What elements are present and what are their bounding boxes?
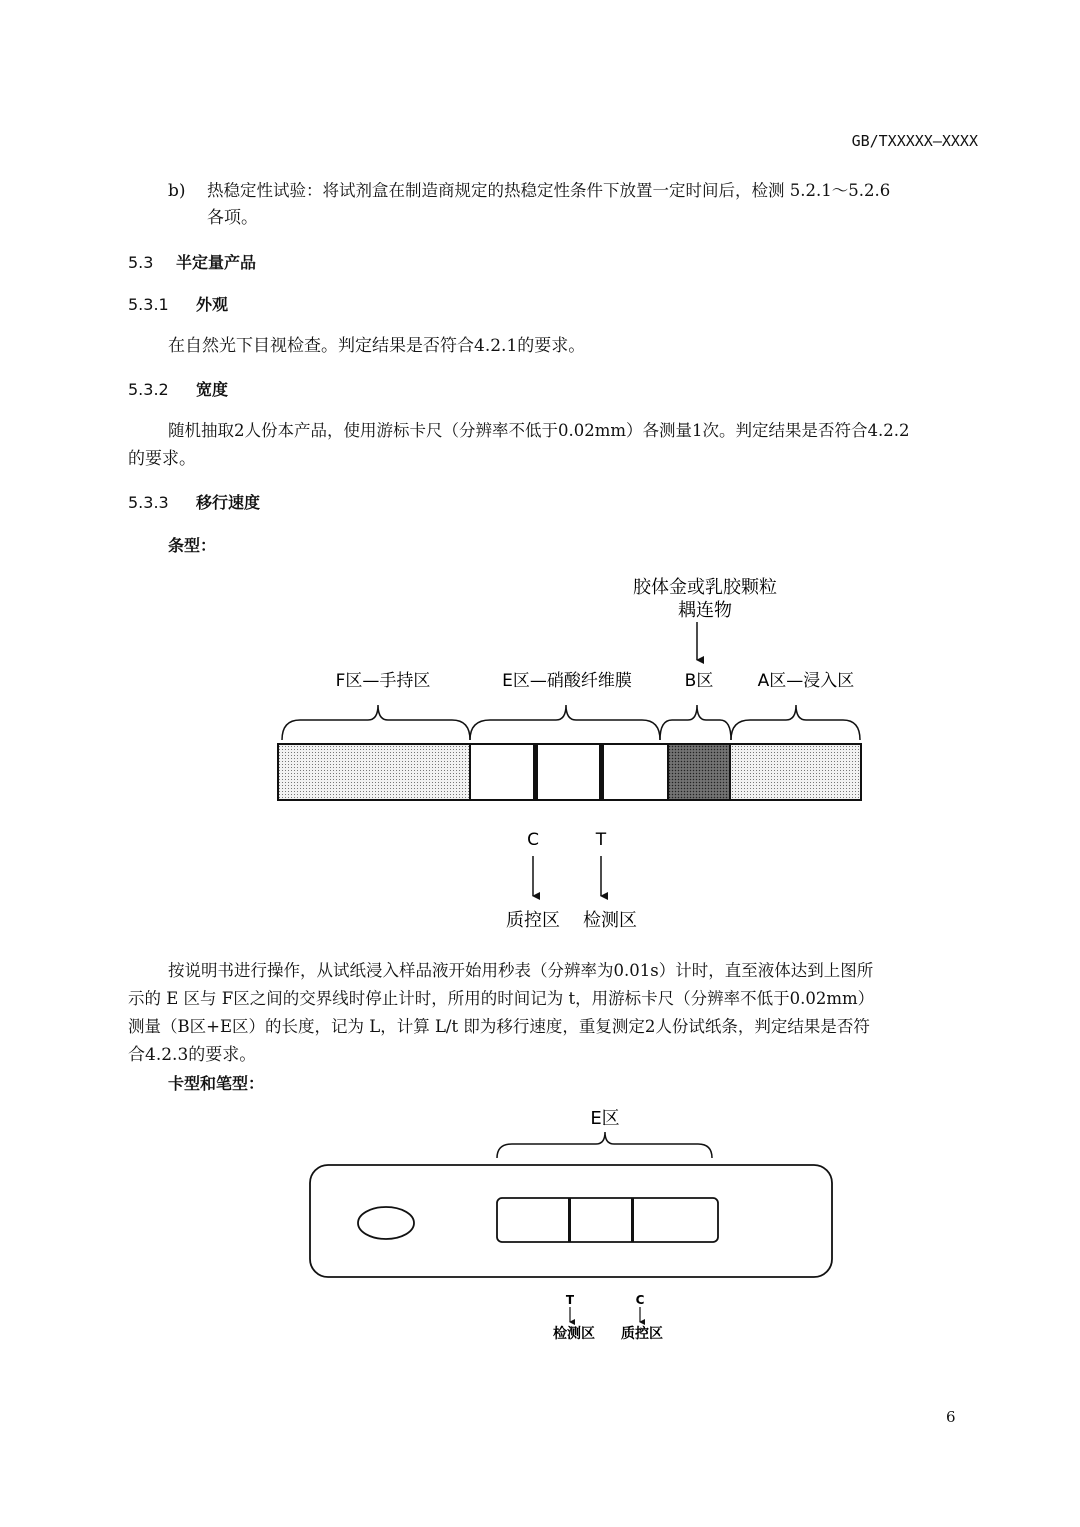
card-e-zone-brace (497, 1132, 712, 1158)
zone-e-membrane-region (470, 744, 668, 800)
card-result-window (497, 1198, 718, 1242)
procedure-line2: 示的 E 区与 F区之间的交界线时停止计时，所用的时间记为 t，用游标卡尺（分辨率不低于0.02mm） (128, 989, 875, 1008)
section-5-3-2-number: 5.3.2 (128, 380, 169, 399)
strip-type-label: 条型： (168, 536, 217, 555)
zone-f-handle-region (278, 744, 470, 800)
control-zone-label: 质控区 (506, 910, 560, 931)
zone-a-sample-region (730, 744, 861, 800)
conjugate-label-line2: 耦连物 (678, 600, 732, 621)
section-5-3-3-number: 5.3.3 (128, 493, 169, 512)
conjugate-label-line1: 胶体金或乳胶颗粒 (633, 577, 777, 598)
card-test-zone-label: 检测区 (553, 1326, 595, 1342)
section-5-3-1-title: 外观 (196, 295, 229, 314)
item-b-line2: 各项。 (207, 208, 258, 228)
zone-a-label: A区—浸入区 (757, 671, 855, 691)
card-figure (0, 1100, 1080, 1350)
section-5-3-number: 5.3 (128, 253, 154, 272)
card-e-zone-label: E区 (590, 1108, 620, 1129)
section-5-3-title: 半定量产品 (176, 253, 257, 272)
zone-f-label: F区—手持区 (335, 671, 431, 691)
control-line (533, 744, 538, 800)
card-sample-well (358, 1207, 414, 1239)
procedure-line4: 合4.2.3的要求。 (128, 1045, 257, 1065)
section-5-3-1-number: 5.3.1 (128, 295, 169, 314)
card-type-label: 卡型和笔型： (168, 1074, 265, 1093)
page-number: 6 (946, 1408, 956, 1426)
section-5-3-3-heading (128, 490, 260, 513)
item-b-marker: b) (168, 181, 186, 201)
document-id: GB/TXXXXX—XXXX (851, 132, 978, 150)
card-control-line (631, 1198, 634, 1242)
control-letter: C (527, 830, 539, 850)
test-line (599, 744, 604, 800)
test-zone-label: 检测区 (583, 910, 637, 931)
section-5-3-2-title: 宽度 (196, 380, 229, 399)
card-test-line (568, 1198, 571, 1242)
card-control-zone-label: 质控区 (621, 1326, 663, 1342)
zone-e-brace (470, 705, 660, 740)
zone-b-label: B区 (684, 671, 714, 691)
section-5-3-1-heading (128, 292, 228, 315)
strip-figure (0, 560, 1080, 940)
item-b-line1: 热稳定性试验：将试剂盒在制造商规定的热稳定性条件下放置一定时间后，检测 5.2.1～5.2.6 (207, 181, 891, 200)
zone-b-brace (660, 705, 731, 740)
card-c-letter: C (635, 1293, 645, 1307)
section-5-3-2-line2: 的要求。 (128, 449, 196, 469)
section-5-3-2-line1: 随机抽取2人份本产品，使用游标卡尺（分辨率不低于0.02mm）各测量1次。判定结果是否符合4.2.2 (168, 421, 910, 440)
section-5-3-1-body: 在自然光下目视检查。判定结果是否符合4.2.1的要求。 (168, 336, 586, 356)
procedure-line1: 按说明书进行操作，从试纸浸入样品液开始用秒表（分辨率为0.01s）计时，直至液体达到上图所 (168, 961, 874, 980)
section-5-3-3-title: 移行速度 (196, 493, 261, 512)
section-5-3-heading (128, 250, 256, 273)
zone-f-brace (282, 705, 470, 740)
test-letter: T (595, 830, 607, 850)
zone-b-conjugate-region (668, 744, 730, 800)
zone-a-brace (731, 705, 860, 740)
procedure-line3: 测量（B区+E区）的长度，记为 L，计算 L/t 即为移行速度，重复测定2人份试纸条，判定结果是否符 (128, 1017, 870, 1036)
zone-e-label: E区—硝酸纤维膜 (502, 671, 632, 691)
section-5-3-2-heading (128, 377, 228, 400)
card-t-letter: T (565, 1293, 575, 1307)
